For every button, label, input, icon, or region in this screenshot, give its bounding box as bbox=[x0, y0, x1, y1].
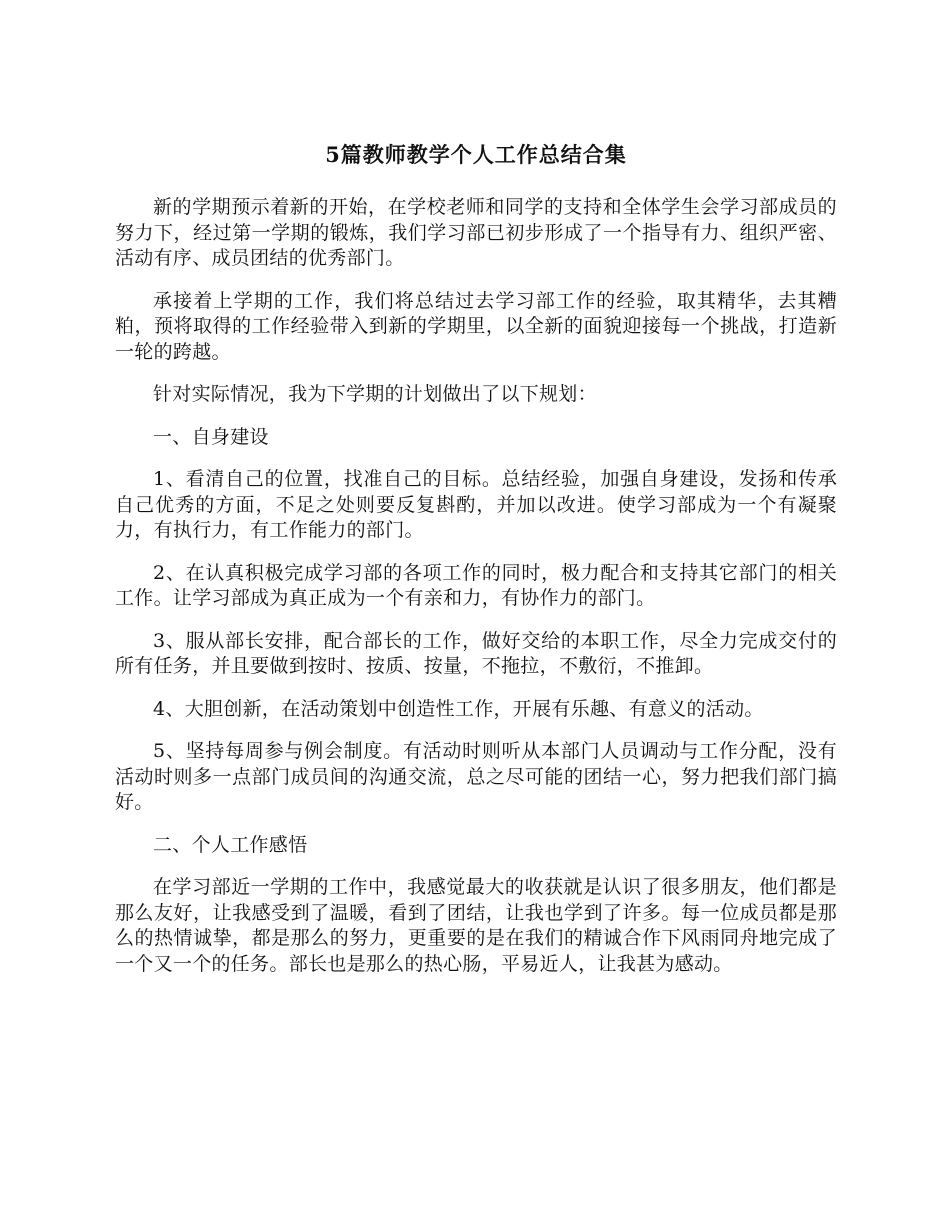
list-item-5: 5、坚持每周参与例会制度。有活动时则听从本部门人员调动与工作分配，没有活动时则多一点部门成员间的沟通交流，总之尽可能的团结一心，努力把我们部门搞好。 bbox=[115, 740, 837, 813]
section-heading-self-building: 一、自身建设 bbox=[153, 425, 269, 448]
list-item-2: 2、在认真积极完成学习部的各项工作的同时，极力配合和支持其它部门的相关工作。让学习部成为真正成为一个有亲和力，有协作力的部门。 bbox=[115, 561, 837, 609]
list-item-1: 1、看清自己的位置，找准自己的目标。总结经验，加强自身建设，发扬和传承自己优秀的方面，不足之处则要反复斟酌，并加以改进。使学习部成为一个有凝聚力，有执行力，有工作能力的部门。 bbox=[115, 468, 837, 541]
paragraph-continuation: 承接着上学期的工作，我们将总结过去学习部工作的经验，取其精华，去其糟粕，预将取得的工作经验带入到新的学期里，以全新的面貌迎接每一个挑战，打造新一轮的跨越。 bbox=[115, 289, 837, 363]
list-item-4: 4、大胆创新，在活动策划中创造性工作，开展有乐趣、有意义的活动。 bbox=[153, 697, 764, 720]
paragraph-intro: 新的学期预示着新的开始，在学校老师和同学的支持和全体学生会学习部成员的努力下，经过第一学期的锻炼，我们学习部已初步形成了一个指导有力、组织严密、活动有序、成员团结的优秀部门。 bbox=[115, 196, 837, 269]
document-title: 5篇教师教学个人工作总结合集 bbox=[325, 142, 627, 167]
section-heading-reflections: 二、个人工作感悟 bbox=[153, 833, 308, 856]
paragraph-plan-lead: 针对实际情况，我为下学期的计划做出了以下规划： bbox=[153, 383, 597, 405]
paragraph-reflections: 在学习部近一学期的工作中，我感觉最大的收获就是认识了很多朋友，他们都是那么友好，让我感受到了温暖，看到了团结，让我也学到了许多。每一位成员都是那么的热情诚挚，都是那么的努力，更重要的是在我们的精诚合作下风雨同舟地完成了一个又一个的任务。部长也是那么的热心肠，平易近人，让我甚为感动。 bbox=[115, 876, 837, 975]
list-item-3: 3、服从部长安排，配合部长的工作，做好交给的本职工作，尽全力完成交付的所有任务，并且要做到按时、按质、按量，不拖拉，不敷衍，不推卸。 bbox=[115, 629, 837, 677]
